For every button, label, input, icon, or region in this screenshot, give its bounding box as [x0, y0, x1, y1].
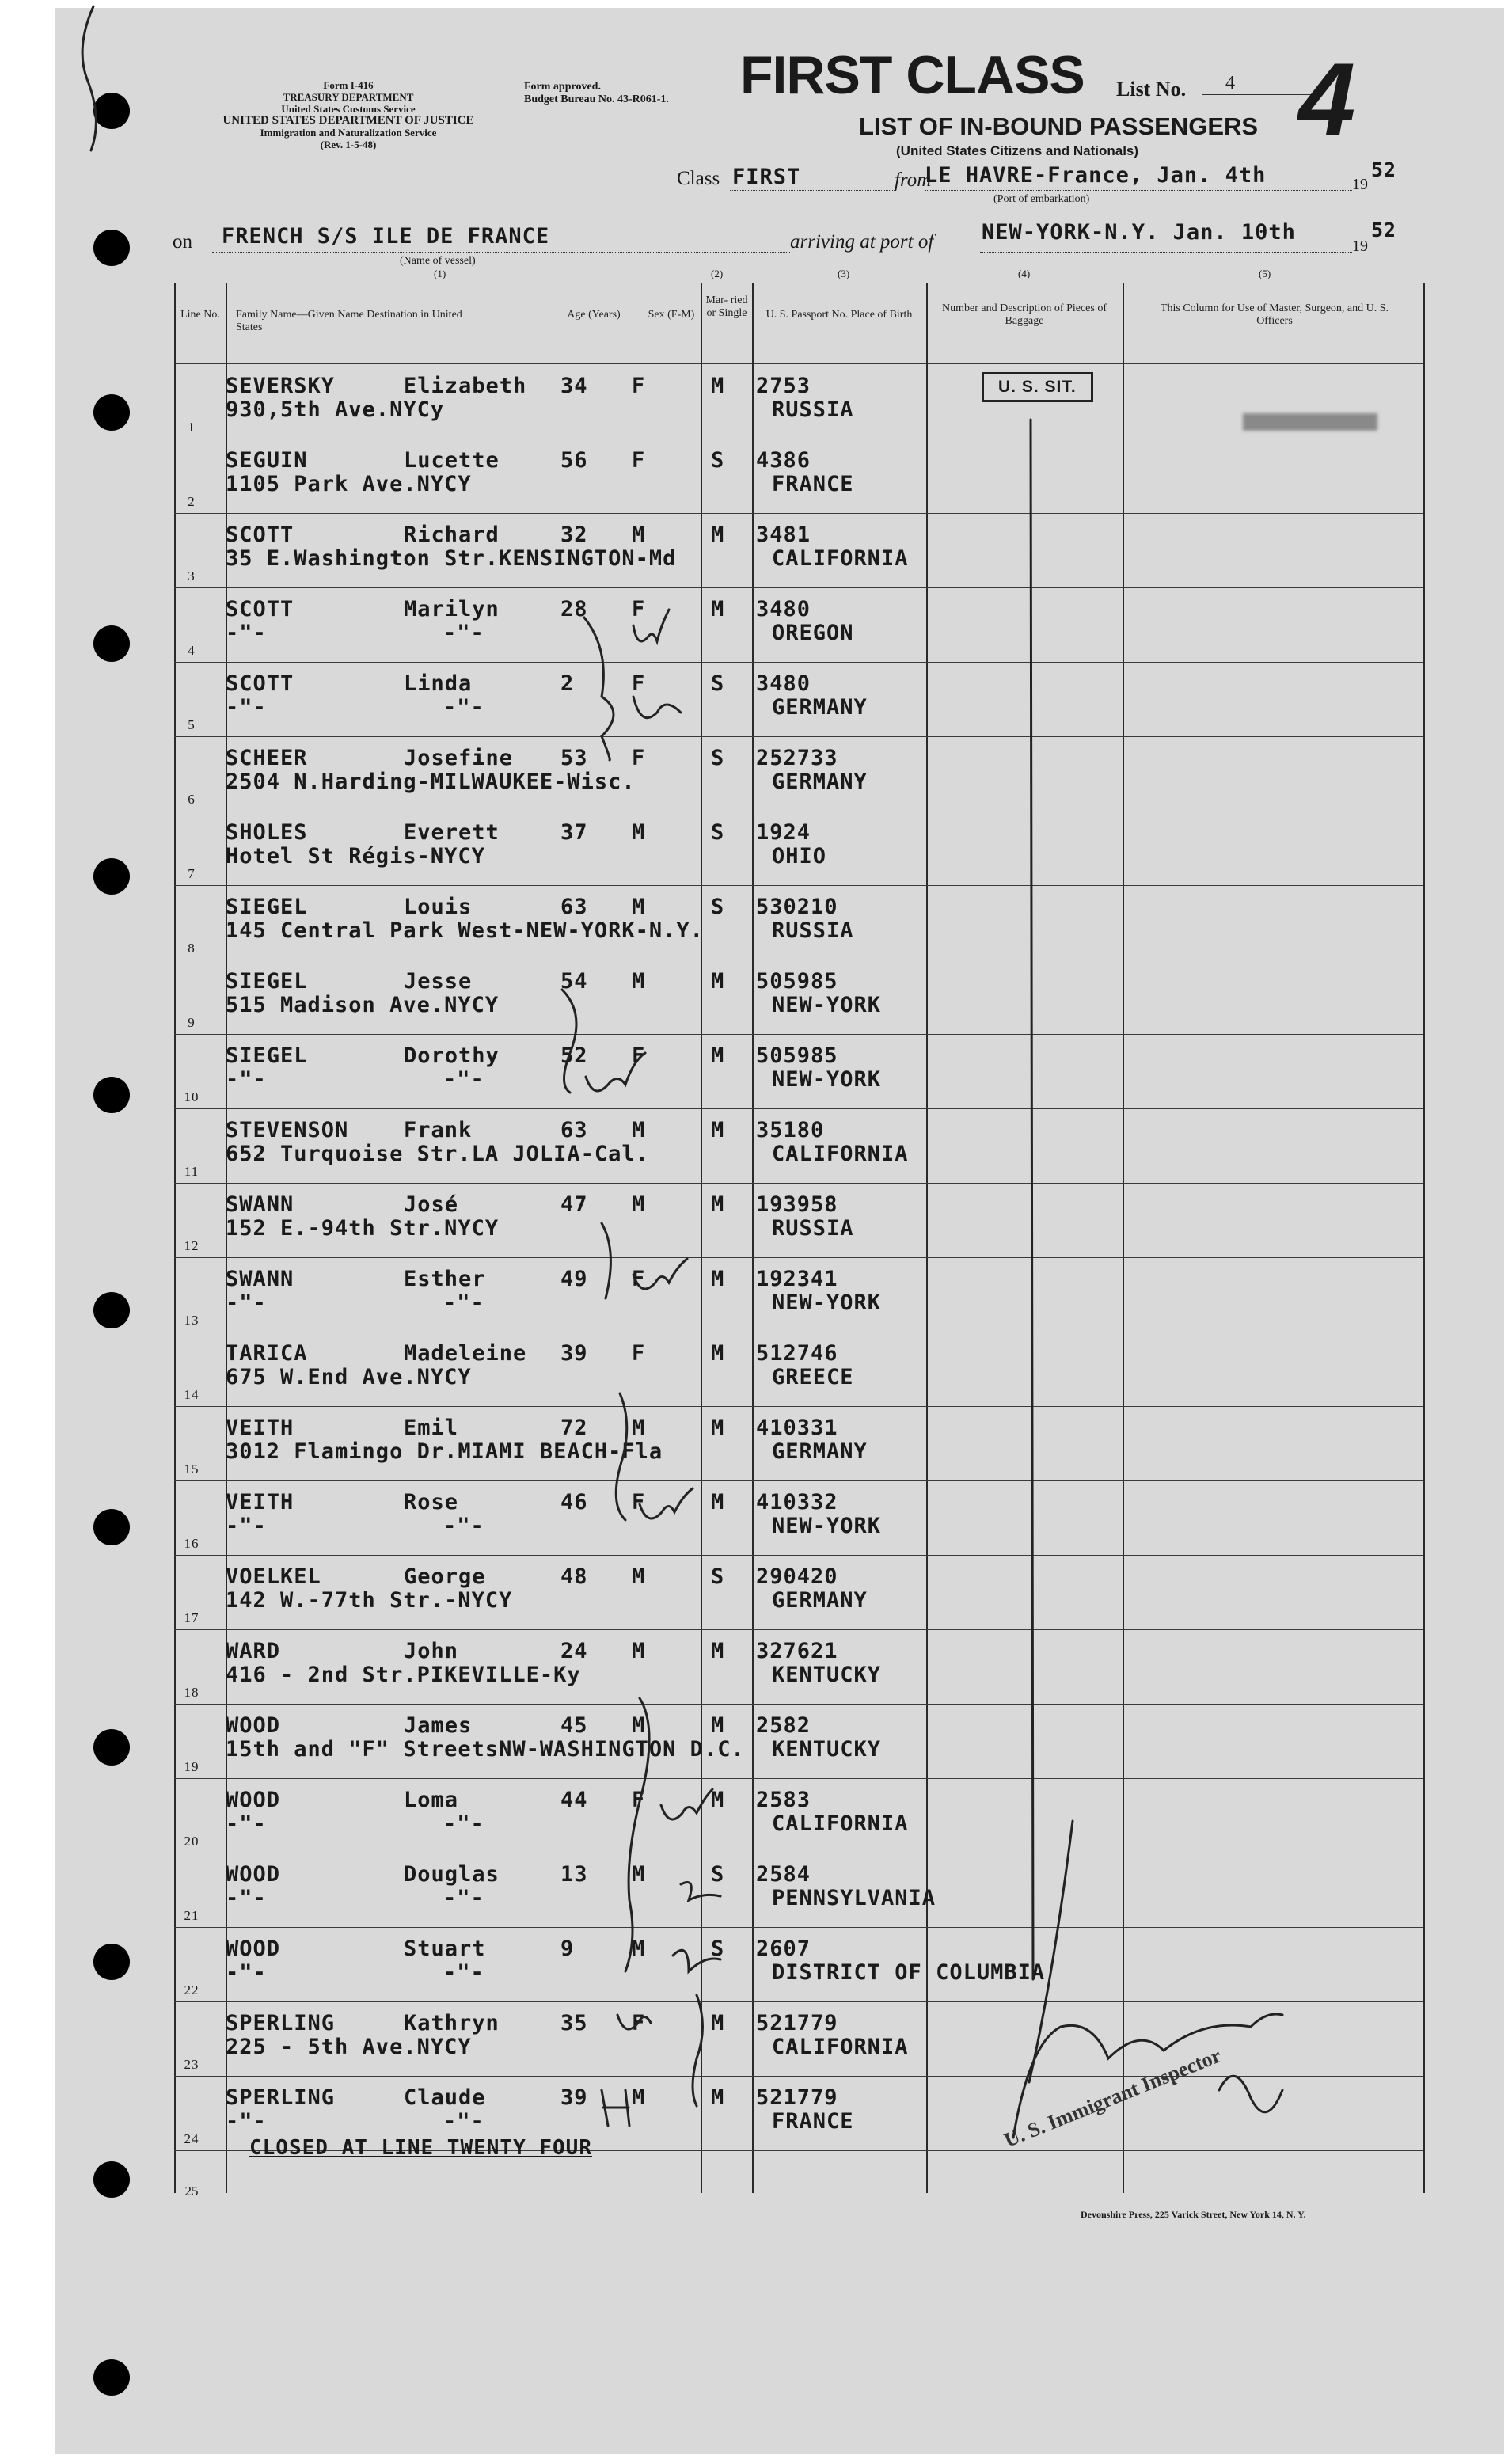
margin-tick-mark [82, 6, 96, 150]
given-name-ditto: -"- [443, 2109, 484, 2134]
family-name: SEVERSKY [226, 374, 336, 398]
line-number: 18 [184, 1685, 199, 1700]
list-subtitle: (United States Citizens and Nationals) [896, 143, 1139, 158]
family-name: SCOTT [226, 671, 294, 696]
given-name-ditto: -"- [443, 1514, 484, 1538]
sex: F [632, 374, 646, 398]
given-name: Everett [404, 820, 500, 845]
passport-number: 1924 [756, 820, 811, 845]
passport-number: 192341 [756, 1267, 838, 1291]
marital-status: M [711, 1788, 725, 1812]
sex: F [632, 1490, 646, 1515]
wife-mark [633, 1259, 687, 1289]
family-name: SCOTT [226, 597, 294, 621]
header-baggage: Number and Description of Pieces of Baggage [942, 302, 1107, 327]
destination: -"- [226, 1514, 267, 1538]
passport-number: 3480 [756, 597, 811, 621]
marital-status: M [711, 1043, 725, 1068]
place-of-birth: RUSSIA [772, 918, 854, 943]
line-number: 19 [184, 1759, 199, 1774]
list-title: LIST OF IN-BOUND PASSENGERS [859, 112, 1259, 140]
passport-number: 3481 [756, 523, 811, 547]
sex: F [632, 2011, 646, 2035]
marital-status: M [711, 1192, 725, 1217]
destination: -"- [226, 1886, 267, 1910]
line-number: 6 [188, 792, 196, 807]
destination: 3012 Flamingo Dr.MIAMI BEACH-Fla [226, 1439, 663, 1464]
given-name: Marilyn [404, 597, 500, 621]
given-name-ditto: -"- [443, 695, 484, 720]
line-number: 1 [188, 420, 196, 435]
husband-mark [602, 2090, 629, 2126]
given-name: Jesse [404, 969, 473, 994]
family-name: VOELKEL [226, 1564, 321, 1589]
line-number: 15 [184, 1461, 199, 1477]
passport-number: 410331 [756, 1416, 838, 1440]
line-number: 23 [184, 2057, 199, 2072]
sex: F [632, 448, 646, 473]
family-name: WOOD [226, 1713, 281, 1738]
line-number: 8 [188, 941, 196, 956]
vessel-name: FRENCH S/S ILE DE FRANCE [222, 224, 550, 249]
given-name: Josefine [404, 746, 514, 770]
line-number: 17 [184, 1610, 199, 1625]
age: 13 [560, 1862, 588, 1887]
revision: (Rev. 1-5-48) [320, 139, 377, 150]
marital-status: M [711, 2085, 725, 2110]
place-of-birth: GERMANY [772, 1588, 868, 1613]
justice-dept: UNITED STATES DEPARTMENT OF JUSTICE [222, 114, 474, 127]
family-name: WOOD [226, 1788, 281, 1812]
age: 53 [560, 746, 588, 770]
age: 2 [560, 671, 575, 696]
family-name: SPERLING [226, 2085, 336, 2110]
given-name: Stuart [404, 1937, 486, 1961]
inspector-caption: U. S. Immigrant Inspector [1001, 2043, 1225, 2152]
age: 44 [560, 1788, 588, 1812]
header-married: Mar- ried or Single [705, 295, 748, 319]
given-name: Claude [404, 2085, 486, 2110]
arriving-port: NEW-YORK-N.Y. Jan. 10th [982, 220, 1296, 245]
year-value: 52 [1371, 158, 1397, 181]
passport-number: 505985 [756, 969, 838, 994]
wife-mark [633, 610, 669, 641]
age: 39 [560, 1341, 588, 1366]
family-name: SHOLES [226, 820, 308, 845]
closed-note: CLOSED AT LINE TWENTY FOUR [249, 2136, 592, 2160]
given-name-ditto: -"- [443, 1067, 484, 1092]
passport-number: 410332 [756, 1490, 838, 1515]
header-line-no: Line No. [180, 309, 220, 321]
given-name: John [404, 1639, 459, 1663]
line-number: 10 [184, 1089, 199, 1104]
line-number: 13 [184, 1313, 199, 1328]
time-note [1219, 2076, 1282, 2112]
place-of-birth: RUSSIA [772, 397, 854, 422]
marital-status: M [711, 1341, 725, 1366]
age: 35 [560, 2011, 588, 2035]
col-num: (3) [838, 268, 850, 279]
passport-number: 2607 [756, 1937, 811, 1961]
given-name: Madeleine [404, 1341, 527, 1366]
family-name: VEITH [226, 1416, 294, 1440]
customs-service: United States Customs Service [281, 103, 416, 115]
age: 24 [560, 1639, 588, 1663]
destination: -"- [226, 1811, 267, 1836]
age: 45 [560, 1713, 588, 1738]
line-number: 14 [184, 1387, 199, 1402]
inspector-signature [1013, 2014, 1282, 2138]
line-number: 7 [188, 866, 196, 881]
family-name: SCOTT [226, 523, 294, 547]
destination: 1105 Park Ave.NYCY [226, 472, 472, 496]
place-of-birth: RUSSIA [772, 1216, 854, 1241]
place-of-birth: KENTUCKY [772, 1663, 882, 1687]
passport-number: 252733 [756, 746, 838, 770]
age: 39 [560, 2085, 588, 2110]
sex: M [632, 523, 646, 547]
destination: 225 - 5th Ave.NYCY [226, 2035, 472, 2059]
treasury-dept: TREASURY DEPARTMENT [283, 91, 414, 103]
passport-number: 521779 [756, 2085, 838, 2110]
destination: -"- [226, 621, 267, 645]
marital-status: M [711, 1267, 725, 1291]
form-number: Form I-416 [323, 79, 374, 91]
family-name: SWANN [226, 1267, 294, 1291]
class-label: Class [677, 168, 720, 189]
baggage-bracket-line [1031, 420, 1033, 1979]
sex: M [632, 1862, 646, 1887]
family-name: SIEGEL [226, 895, 308, 919]
col-num: (1) [434, 268, 446, 279]
age: 32 [560, 523, 588, 547]
age: 72 [560, 1416, 588, 1440]
sex: M [632, 969, 646, 994]
place-of-birth: CALIFORNIA [772, 2035, 909, 2059]
place-of-birth: KENTUCKY [772, 1737, 882, 1762]
marital-status: M [711, 1118, 725, 1142]
family-name: STEVENSON [226, 1118, 349, 1142]
family-name: SCHEER [226, 746, 308, 770]
given-name: Kathryn [404, 2011, 500, 2035]
header-age: Age (Years) [567, 309, 621, 321]
sheet-number: 4 [1298, 41, 1356, 157]
marital-status: M [711, 2011, 725, 2035]
family-bracket [693, 1995, 703, 2106]
passport-number: 505985 [756, 1043, 838, 1068]
son-mark [681, 1883, 720, 1901]
sex: M [632, 2085, 646, 2110]
given-name: Lucette [404, 448, 500, 473]
sex: M [632, 1639, 646, 1663]
line-number: 24 [184, 2131, 199, 2146]
place-of-birth: GERMANY [772, 770, 868, 794]
class-value: FIRST [732, 165, 801, 189]
marital-status: S [711, 1564, 725, 1589]
destination: -"- [226, 1960, 267, 1985]
age: 54 [560, 969, 588, 994]
marital-status: M [711, 1713, 725, 1738]
line-number: 21 [184, 1908, 199, 1923]
passport-number: 290420 [756, 1564, 838, 1589]
marital-status: M [711, 1639, 725, 1663]
sex: M [632, 820, 646, 845]
place-of-birth: DISTRICT OF COLUMBIA [772, 1960, 1046, 1985]
year-prefix: 19 [1352, 176, 1368, 193]
sex: M [632, 1713, 646, 1738]
line-number: 12 [184, 1238, 199, 1253]
wife-mark [586, 1053, 645, 1091]
given-name-ditto: -"- [443, 621, 484, 645]
passport-number: 2753 [756, 374, 811, 398]
age: 56 [560, 448, 588, 473]
age: 37 [560, 820, 588, 845]
family-name: TARICA [226, 1341, 308, 1366]
form-approved: Form approved. [524, 81, 601, 93]
header-name: Family Name—Given Name Destination in United States [236, 309, 462, 333]
header-sex: Sex (F-M) [648, 309, 695, 321]
age: 52 [560, 1043, 588, 1068]
destination: -"- [226, 1290, 267, 1315]
wife-mark [661, 1789, 712, 1819]
place-of-birth: NEW-YORK [772, 993, 882, 1017]
family-bracket [602, 1223, 610, 1298]
list-number-value: 4 [1225, 73, 1235, 93]
place-of-birth: CALIFORNIA [772, 546, 909, 571]
ins-service: Immigration and Naturalization Service [260, 127, 437, 139]
marital-status: M [711, 597, 725, 621]
wife-mark [617, 2015, 651, 2029]
sex: M [632, 895, 646, 919]
line-number: 4 [188, 643, 196, 658]
passport-number: 530210 [756, 895, 838, 919]
family-name: SIEGEL [226, 969, 308, 994]
destination: 416 - 2nd Str.PIKEVILLE-Ky [226, 1663, 581, 1687]
line-number: 5 [188, 717, 196, 732]
marital-status: S [711, 448, 725, 473]
col-num: (5) [1259, 268, 1271, 279]
given-name: Loma [404, 1788, 459, 1812]
passport-number: 327621 [756, 1639, 838, 1663]
sex: F [632, 1341, 646, 1366]
sex: F [632, 1267, 646, 1291]
given-name: George [404, 1564, 486, 1589]
port-embark-caption: (Port of embarkation) [993, 193, 1090, 205]
list-number-label: List No. [1116, 78, 1187, 101]
sex: M [632, 1192, 646, 1217]
given-name-ditto: -"- [443, 1960, 484, 1985]
passport-number: 2582 [756, 1713, 811, 1738]
place-of-birth: FRANCE [772, 472, 854, 496]
family-bracket [625, 1698, 649, 1971]
vessel-caption: (Name of vessel) [400, 255, 476, 267]
marital-status: S [711, 895, 725, 919]
passport-number: 512746 [756, 1341, 838, 1366]
given-name: Esther [404, 1267, 486, 1291]
passport-number: 2583 [756, 1788, 811, 1812]
given-name-ditto: -"- [443, 1886, 484, 1910]
marital-status: M [711, 1416, 725, 1440]
destination: 142 W.-77th Str.-NYCY [226, 1588, 513, 1613]
family-name: WARD [226, 1639, 281, 1663]
destination: Hotel St Régis-NYCY [226, 844, 485, 869]
given-name: Linda [404, 671, 473, 696]
sex: M [632, 1416, 646, 1440]
passport-number: 521779 [756, 2011, 838, 2035]
line-number: 20 [184, 1834, 199, 1849]
age: 49 [560, 1267, 588, 1291]
marital-status: M [711, 969, 725, 994]
son-mark [673, 1950, 720, 1971]
place-of-birth: CALIFORNIA [772, 1811, 909, 1836]
place-of-birth: NEW-YORK [772, 1514, 882, 1538]
passport-number: 2584 [756, 1862, 811, 1887]
sex: F [632, 671, 646, 696]
signature-stroke [1029, 1821, 1073, 2082]
sex: M [632, 1118, 646, 1142]
age: 63 [560, 1118, 588, 1142]
on-label: on [173, 231, 192, 253]
line-number: 2 [188, 494, 196, 509]
wife-mark [640, 1488, 693, 1518]
printer-credit: Devonshire Press, 225 Varick Street, New York 14, N. Y. [1081, 2209, 1306, 2220]
marital-status: S [711, 820, 725, 845]
sex: M [632, 1564, 646, 1589]
us-sit-stamp: U. S. SIT. [982, 372, 1093, 402]
place-of-birth: FRANCE [772, 2109, 854, 2134]
destination: -"- [226, 2109, 267, 2134]
marital-status: M [711, 374, 725, 398]
age: 34 [560, 374, 588, 398]
age: 9 [560, 1937, 575, 1961]
place-of-birth: GERMANY [772, 1439, 868, 1464]
place-of-birth: NEW-YORK [772, 1067, 882, 1092]
destination: 152 E.-94th Str.NYCY [226, 1216, 500, 1241]
given-name: Dorothy [404, 1043, 500, 1068]
line-number: 11 [184, 1164, 199, 1179]
sex: M [632, 1937, 646, 1961]
marital-status: S [711, 671, 725, 696]
col-num: (2) [711, 268, 724, 279]
passport-number: 3480 [756, 671, 811, 696]
line-number: 16 [184, 1536, 199, 1551]
family-name: SPERLING [226, 2011, 336, 2035]
destination: 930,5th Ave.NYCy [226, 397, 445, 422]
col-num: (4) [1018, 268, 1031, 279]
marital-status: M [711, 523, 725, 547]
family-name: VEITH [226, 1490, 294, 1515]
line-number: 22 [184, 1982, 199, 1997]
place-of-birth: GERMANY [772, 695, 868, 720]
place-of-birth: GREECE [772, 1365, 854, 1389]
budget-bureau: Budget Bureau No. 43-R061-1. [524, 93, 669, 105]
age: 47 [560, 1192, 588, 1217]
passport-number: 35180 [756, 1118, 825, 1142]
marital-status: S [711, 746, 725, 770]
header-passport: U. S. Passport No. Place of Birth [765, 309, 913, 321]
age: 48 [560, 1564, 588, 1589]
arriving-label: arriving at port of [790, 231, 934, 253]
place-of-birth: PENNSYLVANIA [772, 1886, 936, 1910]
destination: 2504 N.Harding-MILWAUKEE-Wisc. [226, 770, 636, 794]
destination: 35 E.Washington Str.KENSINGTON-Md [226, 546, 677, 571]
destination: 652 Turquoise Str.LA JOLIA-Cal. [226, 1142, 649, 1166]
destination: 675 W.End Ave.NYCY [226, 1365, 472, 1389]
given-name: Douglas [404, 1862, 500, 1887]
family-bracket [584, 618, 614, 760]
place-of-birth: NEW-YORK [772, 1290, 882, 1315]
sex: F [632, 597, 646, 621]
place-of-birth: CALIFORNIA [772, 1142, 909, 1166]
given-name-ditto: -"- [443, 1290, 484, 1315]
from-value: LE HAVRE-France, Jan. 4th [925, 163, 1267, 188]
marital-status: M [711, 1490, 725, 1515]
line-number: 9 [188, 1015, 196, 1030]
daughter-mark [633, 697, 681, 718]
family-bracket [562, 990, 576, 1093]
line-number: 25 [184, 2184, 199, 2199]
age: 28 [560, 597, 588, 621]
marital-status: S [711, 1937, 725, 1961]
marital-status: S [711, 1862, 725, 1887]
year-value: 52 [1371, 219, 1397, 241]
age: 46 [560, 1490, 588, 1515]
family-name: SWANN [226, 1192, 294, 1217]
given-name: James [404, 1713, 473, 1738]
given-name: Emil [404, 1416, 459, 1440]
sex: F [632, 746, 646, 770]
place-of-birth: OREGON [772, 621, 854, 645]
place-of-birth: OHIO [772, 844, 827, 869]
family-name: WOOD [226, 1862, 281, 1887]
given-name: Elizabeth [404, 374, 527, 398]
given-name: Frank [404, 1118, 473, 1142]
destination: -"- [226, 1067, 267, 1092]
family-bracket [616, 1393, 627, 1520]
destination: 515 Madison Ave.NYCY [226, 993, 500, 1017]
line-number: 3 [188, 568, 196, 583]
given-name: Louis [404, 895, 473, 919]
destination: 15th and "F" StreetsNW-WASHINGTON D.C. [226, 1737, 745, 1762]
sex: F [632, 1788, 646, 1812]
given-name: José [404, 1192, 459, 1217]
year-prefix: 19 [1352, 238, 1368, 255]
family-name: SIEGEL [226, 1043, 308, 1068]
family-name: WOOD [226, 1937, 281, 1961]
first-class-heading: FIRST CLASS [740, 45, 1085, 105]
given-name: Rose [404, 1490, 459, 1515]
destination: 145 Central Park West-NEW-YORK-N.Y. [226, 918, 704, 943]
from-label: from [895, 169, 932, 191]
destination: -"- [226, 695, 267, 720]
age: 63 [560, 895, 588, 919]
family-name: SEGUIN [226, 448, 308, 473]
header-master: This Column for Use of Master, Surgeon, and U. S. Officers [1160, 302, 1389, 327]
sex: F [632, 1043, 646, 1068]
passport-number: 4386 [756, 448, 811, 473]
given-name-ditto: -"- [443, 1811, 484, 1836]
passport-number: 193958 [756, 1192, 838, 1217]
given-name: Richard [404, 523, 500, 547]
